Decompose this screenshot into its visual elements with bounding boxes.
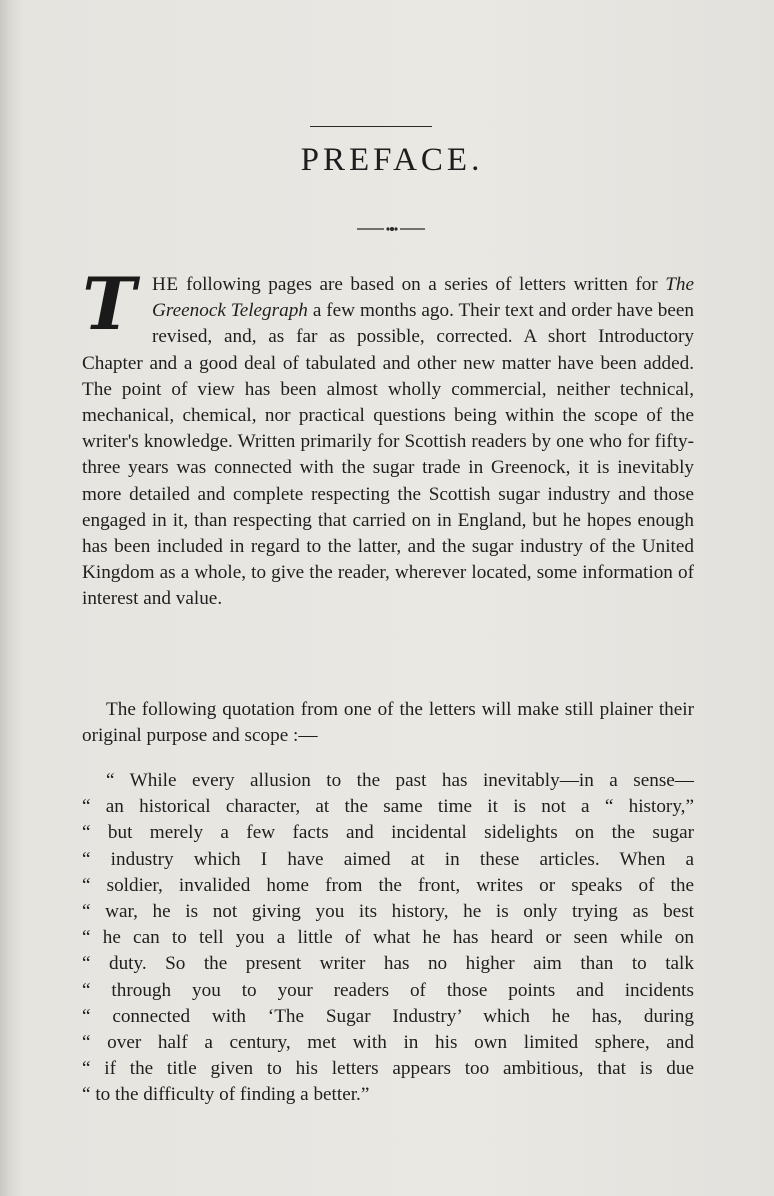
page-title: PREFACE. [300,142,484,178]
para1-lead: following pages are based on a series of letters written for [178,274,666,295]
quote-line: “ to the difficulty of finding a better.” [82,1084,370,1106]
quote-line: “ soldier, invalided home from the front, writes or speaks of the [82,874,694,896]
quote-line: “ war, he is not giving you its history, he is only trying as best [82,900,694,922]
quote-line: “ if the title given to his letters appears too ambitious, that is due [82,1058,694,1080]
quote-line: “ an historical character, at the same time it is not a “ history,” [82,796,694,818]
para1-rest: a few months ago. Their text and order have been revised, and, as far as possible, corrected. A short Introductory Chapter and a good deal of tabulated and other new matter have been added. The point of view has been almost wholly commercial, neither technical, mechanical, chemical, nor practical questions being within the scope of the writer's knowledge. Written primarily for Scottish readers by one who for fifty-three years was connected with the sugar trade in Greenock, it is inevitably more detailed and complete respecting the Scottish sugar industry and those engaged in it, than respecting that carried on in England, but he hopes enough has been included in regard to the latter, and the sugar industry of the United Kingdom as a whole, to give the reader, wherever located, some information of interest and value. [82,300,694,610]
quote-line: “ industry which I have aimed at in these articles. When a [82,848,694,870]
para1-smallcaps: HE [152,274,179,295]
quote-line: “ but merely a few facts and incidental sidelights on the sugar [82,822,694,844]
paragraph-quotation-intro: The following quotation from one of the letters will make still plainer their original purpose and scope :— [82,699,694,747]
quote-line: “ over half a century, met with in his own limited sphere, and [82,1031,694,1053]
quotation-block [82,768,694,1108]
top-rule [310,126,432,127]
quote-line: “ he can to tell you a little of what he has heard or seen while on [82,927,694,949]
quote-line: “ While every allusion to the past has inevitably—in a sense— [106,770,694,791]
ornament-divider [355,222,427,236]
drop-cap: T [82,261,136,346]
quote-line: “ through you to your readers of those points and incidents [82,979,694,1001]
paragraph-intro [82,261,694,613]
quote-line: “ duty. So the present writer has no higher aim than to talk [82,953,694,975]
newspaper-title: The Greenock Telegraph [152,274,694,322]
quote-line: “ connected with ‘The Sugar Industry’ which he has, during [82,1005,694,1027]
